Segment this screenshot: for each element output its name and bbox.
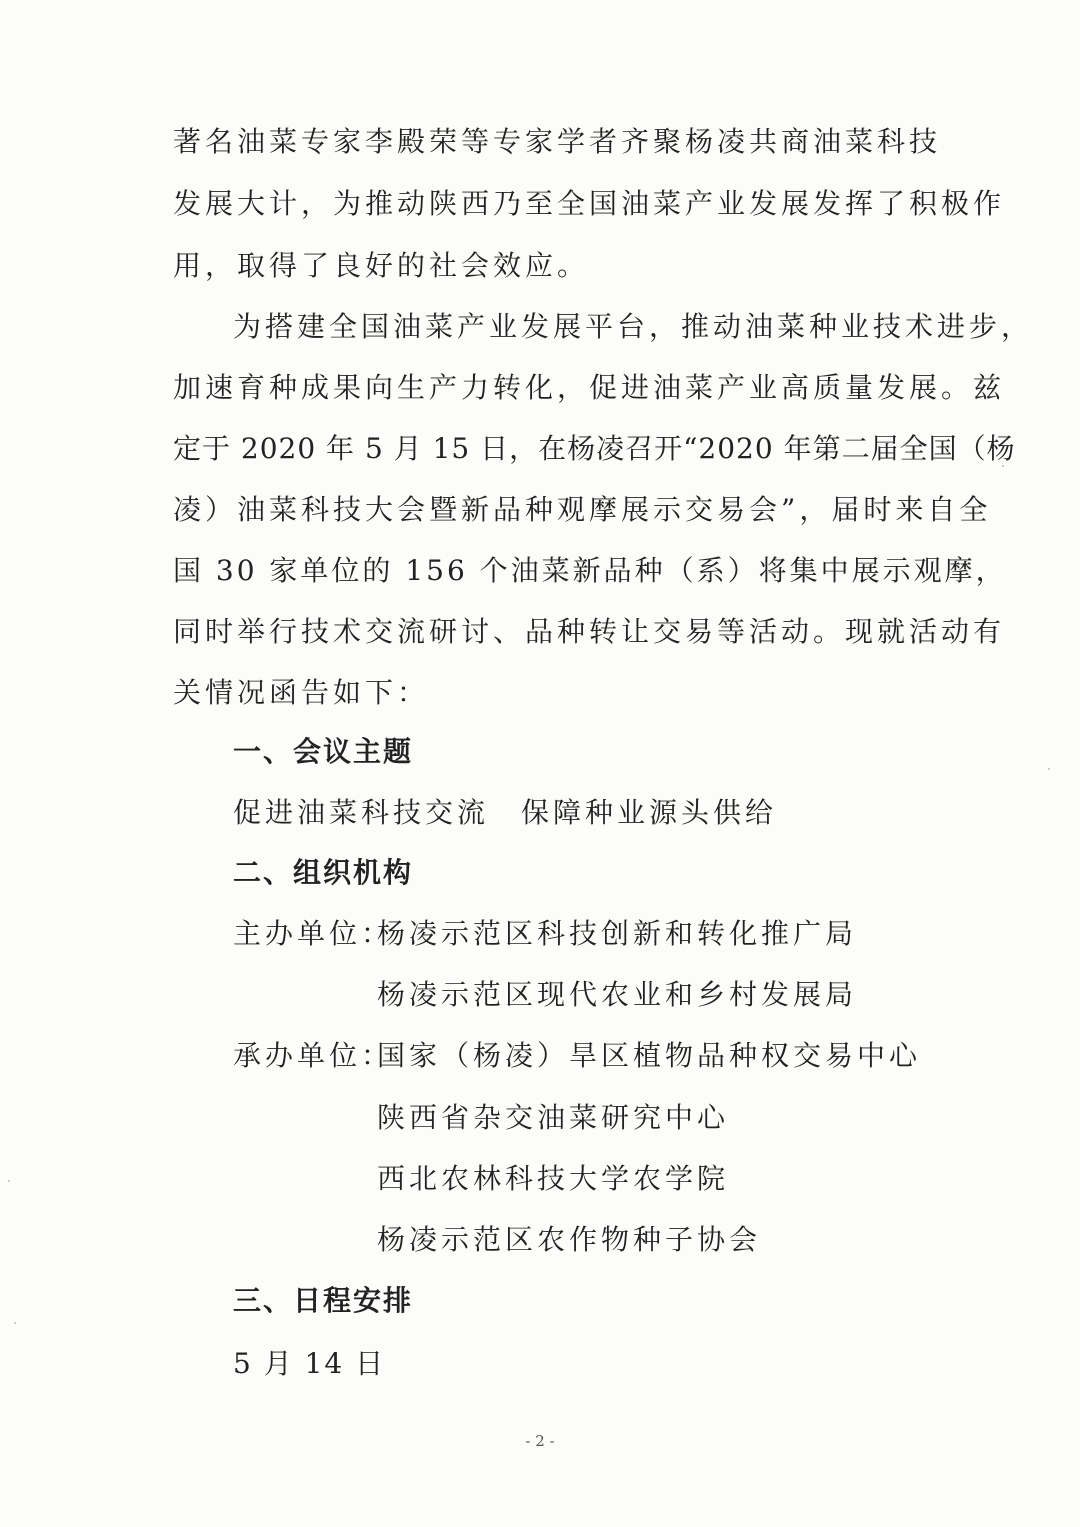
organizer-4: 杨凌示范区农作物种子协会 [377,1223,762,1256]
paragraph2-line-3: 定于 2020 年 5 月 15 日，在杨凌召开“2020 年第二届全国（杨 [173,432,1016,465]
paragraph1-line-3: 用，取得了良好的社会效应。 [173,249,590,282]
scan-speck [1048,768,1050,770]
organizer-3: 西北农林科技大学农学院 [377,1162,730,1195]
schedule-date: 5 月 14 日 [233,1347,386,1380]
paragraph2-line-6: 同时举行技术交流研讨、品种转让交易等活动。现就活动有 [173,615,1006,648]
section1-heading: 一、会议主题 [233,735,414,768]
paragraph2-line-2: 加速育种成果向生产力转化，促进油菜产业高质量发展。兹 [173,371,1006,404]
scan-speck [14,1322,16,1324]
host-1: 杨凌示范区科技创新和转化推广局 [377,917,858,950]
paragraph2-line-7: 关情况函告如下： [173,676,430,709]
organizer-2: 陕西省杂交油菜研究中心 [377,1101,730,1134]
host-2: 杨凌示范区现代农业和乡村发展局 [377,978,858,1011]
host-label: 主办单位： [233,917,394,950]
paragraph2-line-5: 国 30 家单位的 156 个油菜新品种（系）将集中展示观摩， [173,554,1007,587]
organizer-label: 承办单位： [233,1039,394,1072]
section1-theme: 促进油菜科技交流 保障种业源头供给 [233,796,778,829]
paragraph1-line-2: 发展大计，为推动陕西乃至全国油菜产业发展发挥了积极作 [173,187,1006,220]
paragraph2-line-4: 凌）油菜科技大会暨新品种观摩展示交易会”，届时来自全 [173,493,992,526]
scan-speck [1002,465,1004,467]
paragraph2-line-1: 为搭建全国油菜产业发展平台，推动油菜种业技术进步， [233,310,1034,343]
organizer-1: 国家（杨凌）旱区植物品种权交易中心 [377,1039,922,1072]
section2-heading: 二、组织机构 [233,856,414,889]
page-number: - 2 - [525,1432,555,1450]
scan-speck [8,1180,10,1182]
paragraph1-line-1: 著名油菜专家李殿荣等专家学者齐聚杨凌共商油菜科技 [173,125,942,158]
section3-heading: 三、日程安排 [233,1284,414,1317]
